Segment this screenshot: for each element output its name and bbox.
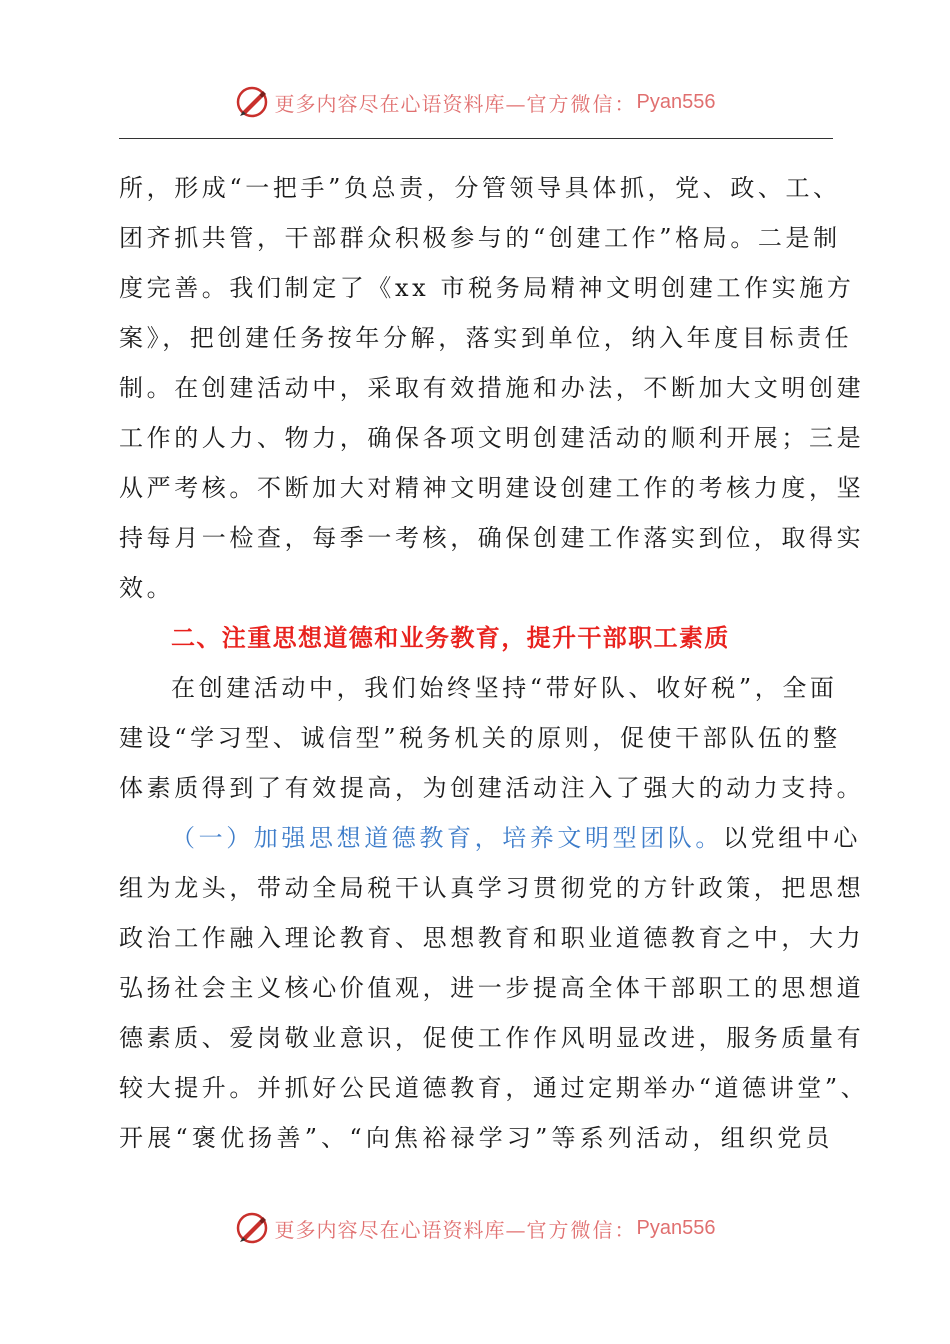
text-line: 团齐抓共管，干部群众积极参与的“创建工作”格局。二是制 [119,224,841,252]
header-divider [119,138,833,139]
banner-wechat-id: Pyan556 [636,1216,716,1239]
text-line: 弘扬社会主义核心价值观，进一步提高全体干部职工的思想道 [119,974,865,1002]
banner-wechat-label: 官方微信： [526,91,637,116]
pen-logo-icon [235,1211,269,1245]
text-line: 建设“学习型、诚信型”税务机关的原则，促使干部队伍的整 [119,724,841,752]
banner-wechat-id: Pyan556 [636,90,716,113]
header-banner [0,80,950,124]
subsection-text: 以党组中心 [723,824,861,852]
footer-banner [0,1206,950,1250]
text-line: 制。在创建活动中，采取有效措施和办法，不断加大文明创建 [119,374,865,402]
text-line: 开展“褒优扬善”、“向焦裕禄学习”等系列活动，组织党员 [119,1124,833,1152]
text-line: 工作的人力、物力，确保各项文明创建活动的顺利开展；三是 [119,424,865,452]
text-line: 持每月一检查，每季一考核，确保创建工作落实到位，取得实 [119,524,865,552]
pen-logo-icon [235,85,269,119]
text-line: 政治工作融入理论教育、思想教育和职业道德教育之中，大力 [119,924,865,952]
banner-text: 更多内容尽在心语资料库— [274,1217,527,1242]
text-line: 从严考核。不断加大对精神文明建设创建工作的考核力度，坚 [119,474,865,502]
banner-text: 更多内容尽在心语资料库— [274,91,527,116]
text-line: 案》，把创建任务按年分解，落实到单位，纳入年度目标责任 [119,324,853,352]
banner-wechat-label: 官方微信： [526,1217,637,1242]
text-line: 体素质得到了有效提高，为创建活动注入了强大的动力支持。 [119,774,865,802]
subsection-heading: （一）加强思想道德教育，培养文明型团队。 [171,824,723,852]
text-line: 所，形成“一把手”负总责，分管领导具体抓，党、政、工、 [119,174,841,202]
document-body [119,163,869,1163]
subsection-line [119,813,861,863]
text-line: 德素质、爱岗敬业意识，促使工作作风明显改进，服务质量有 [119,1024,865,1052]
text-line: 较大提升。并抓好公民道德教育，通过定期举办“道德讲堂”、 [119,1074,869,1102]
text-line: 度完善。我们制定了《xx 市税务局精神文明创建工作实施方 [119,274,855,302]
section-heading: 二、注重思想道德和业务教育，提升干部职工素质 [171,624,730,652]
text-line: 组为龙头，带动全局税干认真学习贯彻党的方针政策，把思想 [119,874,865,902]
text-line: 在创建活动中，我们始终坚持“带好队、收好税”，全面 [171,674,838,702]
text-line: 效。 [119,574,175,602]
